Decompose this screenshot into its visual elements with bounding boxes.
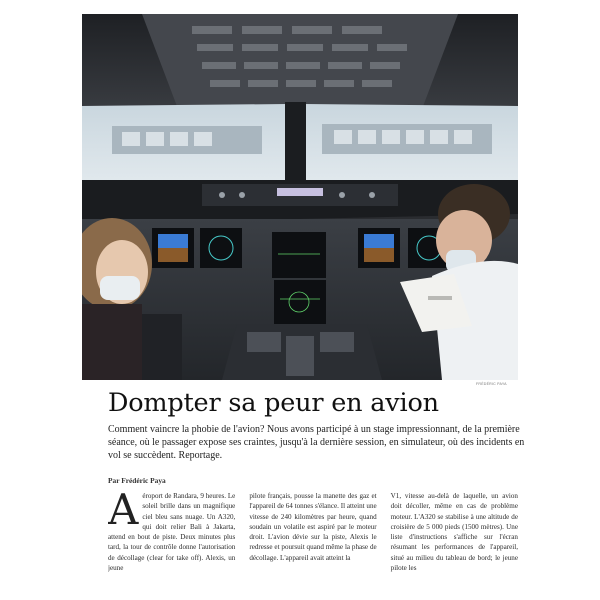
body-column-1: éroport de Randara, 9 heures. Le soleil brille dans un magnifique ciel bleu sans nuage. Un A320, qui doit relier Bali à Jakarta, attend en bout de piste. Deux minutes plus tard, la tour de contrôle donne l'autorisation de décollage (clear for take off). Alexis, un jeune	[108, 492, 236, 573]
body-column-2: pilote français, pousse la manette des gaz et l'appareil de 64 tonnes s'élance. Il atteint une vitesse de 240 kilomètres par heure, quand soudain un volatile est aspiré par le moteur droit. L'avion dévie sur la piste, Alexis le redresse et poursuit quand même la phase de décollage. L'appareil avait atteint la	[249, 492, 377, 562]
article-byline: Par Frédéric Paya	[108, 476, 166, 485]
cockpit-simulator-photo	[82, 14, 518, 380]
article-body	[108, 491, 518, 597]
body-column-3: V1, vitesse au-delà de laquelle, un avion doit décoller, même en cas de problème moteur. L'A320 se stabilise à une altitude de croisière de 5 000 pieds (1500 mètres). Une liste d'instructions s'affiche sur l'écran résumant les performances de l'appareil, situé au milieu du tableau de bord; le jeune pilote les	[390, 492, 518, 573]
cockpit-illustration	[82, 14, 518, 380]
drop-cap: A	[108, 491, 139, 534]
article-headline: Dompter sa peur en avion	[108, 388, 439, 418]
article-lede: Comment vaincre la phobie de l'avion? Nous avons participé à un stage impressionnant, de la première séance, où le passager expose ses craintes, jusqu'à la dernière session, en simulateur, où des incidents en vol se succèdent. Reportage.	[108, 424, 525, 462]
photo-credit: FRÉDÉRIC PAYA	[476, 382, 507, 386]
